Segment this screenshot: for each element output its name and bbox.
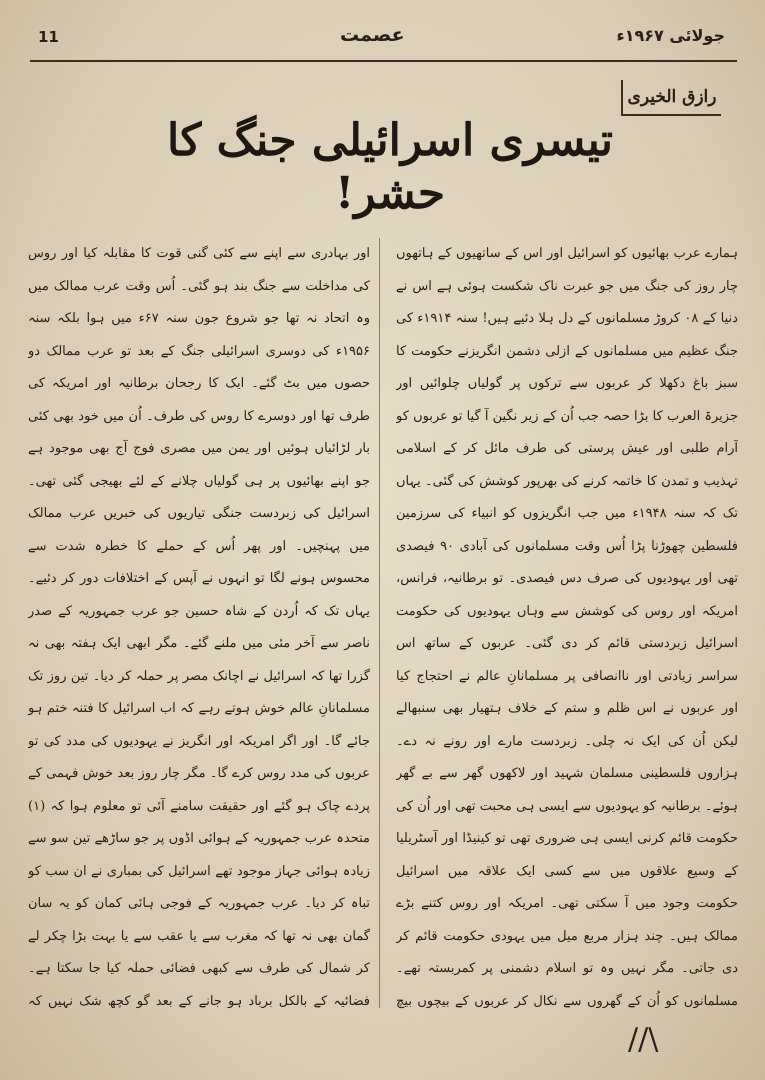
author-byline: رازق الخیری — [621, 80, 721, 116]
column-divider — [379, 238, 380, 1008]
article-body — [28, 238, 738, 1018]
handwritten-mark: //\ — [628, 1022, 659, 1057]
column-right — [396, 238, 738, 1018]
column-right-text: ہمارے عرب بھائیوں کو اسرائیل اور اس کے ساتھیوں کے ہاتھوں چار روز کی جنگ میں جو عبرت ناک شکست ہوئی ہے اس نے دنیا کے ۰۸ کروڑ مسلمانوں کے دل ہلا دئیے ہیں! سنہ ۱۹۱۴ء کی جنگ عظیم میں مسلمانوں کے ازلی دشمن انگریزنے حکومت کا سبز باغ دکھلا کر عربوں سے ترکوں پر گولیاں چلوائیں اور جزیرۃ العرب کا بڑا حصہ جب اُن کے زیر نگین آ گیا تو عربوں کو آرام طلبی اور عیش پرستی کی طرف مائل کر کے اسلامی تہذیب و تمدن کا خاتمہ کرنے کی بھرپور کوشش کی گئی۔ یہاں تک کہ سنہ ۱۹۴۸ء میں جب انگریزوں کو انبیاء کی سرزمین فلسطین چھوڑنا پڑا اُس وقت مسلمانوں کی آبادی ۹۰ فیصدی تھی اور یہودیوں کی صرف دس فیصدی۔ تو برطانیہ، فرانس، امریکہ اور روس کی کوشش سے وہاں یہودیوں کی حکومت اسرائیل زبردستی قائم کر دی گئی۔ عربوں کے ساتھ اس سراسر زیادتی اور ناانصافی پر مسلمانانِ عالم نے احتجاج کیا اور عربوں نے اس ظلم و ستم کے خلاف ہتھیار بھی سنبھالے لیکن اُن کی ایک نہ چلی۔ زبردست مارے اور رونے نہ دے۔ ہزاروں فلسطینی مسلمان شہید اور لاکھوں گھر سے بے گھر ہوئے۔ برطانیہ کو یہودیوں سے ایسی ہی محبت تھی اور اُن کی حکومت قائم کرنی ایسی ہی ضروری تھی تو کینیڈا اور آسٹریلیا کے وسیع علاقوں میں سے کسی ایک علاقہ میں اسرائیل حکومت وجود میں آ سکتی تھی۔ امریکہ اور روس کتنے بڑے ممالک ہیں۔ چند ہزار مربع میل میں یہودی حکومت قائم کر دی جاتی۔ مگر نہیں وہ تو اسلام دشمنی پر کمربستہ تھے۔ مسلمانوں کو اُن کے گھروں سے نکال کر عربوں کے بیچوں بیچ — [396, 246, 738, 1009]
issue-date: جولائی ۱۹۶۷ء — [616, 26, 725, 45]
column-left — [28, 238, 370, 1018]
page-number: 11 — [38, 28, 59, 46]
magazine-name: عصمت — [340, 24, 405, 46]
header-rule — [30, 60, 737, 62]
column-left-text: اور بہادری سے اپنے سے کئی گنی قوت کا مقابلہ کیا اور روس کی مداخلت سے جنگ بند ہو گئی۔ اُس وقت عرب ممالک میں وہ اتحاد نہ تھا جو شروع جون سنہ ۶۷ء میں ہوا بلکہ سنہ ۱۹۵۶ء کی دوسری اسرائیلی جنگ کے بعد تو عرب ممالک دو حصوں میں بٹ گئے۔ ایک کا رجحان برطانیہ اور امریکہ کی طرف تھا اور دوسرے کا روس کی طرف۔ اُن میں خود بھی کئی بار لڑائیاں ہوئیں اور یمن میں مصری فوج آج بھی موجود ہے جو اپنے بھائیوں پر ہی گولیاں چلانے کے لئے بھیجی گئی تھی۔ اسرائیل کی زبردست جنگی تیاریوں کی خبریں عرب ممالک میں پہنچیں۔ اور پھر اُس کے حملے کا خطرہ شدت سے محسوس ہونے لگا تو انہوں نے آپس کے اختلافات دور کر دئیے۔ یہاں تک کہ اُردن کے شاہ حسین جو عرب جمہوریہ کے صدر ناصر سے آخر مئی میں ملنے گئے۔ مگر ابھی ایک ہفتہ بھی نہ گزرا تھا کہ اسرائیل نے اچانک مصر پر حملہ کر دیا۔ تین روز تک مسلمانانِ عالم خوش ہوتے رہے کہ اب اسرائیل کا فتنہ ختم ہو جائے گا۔ اور اگر امریکہ اور انگریز نے یہودیوں کی مدد کی تو عربوں کی مدد روس کرے گا۔ مگر چار روز بعد خوش فہمی کے پردے چاک ہو گئے اور حقیقت سامنے آئی تو معلوم ہوا کہ (۱) متحدہ عرب جمہوریہ کے ہوائی اڈوں پر جو ساڑھے تین سو سے زیادہ ہوائی جہاز موجود تھے اسرائیل کی بمباری نے ان سب کو تباہ کر دیا۔ عرب جمہوریہ کے فوجی ہائی کمان کو یہ سان گمان بھی نہ تھا کہ مغرب سے یا عقب سے یا بہت بڑا چکر لے کر شمال کی طرف سے کبھی فضائی حملہ کیا جا سکتا ہے۔ فضائیہ کے بالکل برباد ہو جانے کے بعد گو کچھ شک نہیں کہ — [28, 246, 370, 1009]
article-title: تیسری اسرائیلی جنگ کا حشر! — [166, 115, 613, 219]
